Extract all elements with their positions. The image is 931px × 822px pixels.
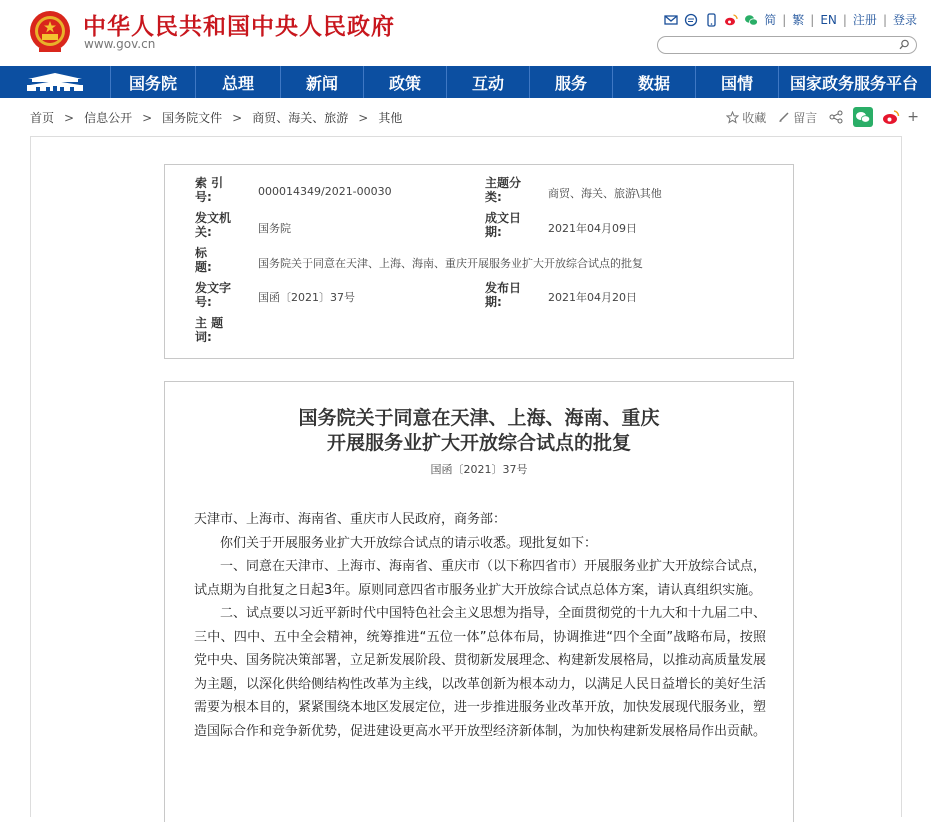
document-number: 国函〔2021〕37号 xyxy=(430,463,528,476)
plus-icon[interactable]: + xyxy=(907,109,919,125)
search-input[interactable] xyxy=(666,41,905,57)
paragraph-3: 二、试点要以习近平新时代中国特色社会主义思想为指导，全面贯彻党的十九大和十九届二中、三中、四中、五中全会精神，统筹推进“五位一体”总体布局，协调推进“四个全面”战略布局，按照党中央、国务院决策部署，立足新发展阶段、贯彻新发展理念、构建新发展格局，以推动高质量发展为主题，以深化供给侧结构性改革为主线，以改革创新为根本动力，以满足人民日益增长的美好生活需要为根本目的，紧紧围绕本地区发展定位，进一步推进服务业改革开放，加快发展现代服务业，塑造国际合作和竞争新优势，促进建设更高水平开放型经济新体制，为加快构建新发展格局作出贡献。 xyxy=(194,606,767,739)
utility-bar xyxy=(664,11,917,28)
divider: | xyxy=(782,12,787,27)
breadcrumb-state-council-docs[interactable]: 国务院文件 xyxy=(162,111,223,125)
chevron-right-icon: > xyxy=(358,110,369,125)
search-box xyxy=(657,36,917,54)
nav-item-policy[interactable]: 政策 xyxy=(363,66,446,98)
comment-button[interactable] xyxy=(778,109,817,126)
document-body xyxy=(194,508,766,743)
site-title[interactable]: 中华人民共和国中央人民政府 xyxy=(83,14,395,40)
breadcrumb-other[interactable]: 其他 xyxy=(378,111,403,125)
document-metadata-table xyxy=(164,164,794,359)
nav-home[interactable] xyxy=(0,66,110,98)
chevron-right-icon: > xyxy=(64,110,75,125)
divider: | xyxy=(810,12,815,27)
document-panel xyxy=(164,381,794,822)
message-icon[interactable] xyxy=(684,13,698,27)
star-icon xyxy=(726,111,739,124)
doc-number-value: 国函〔2021〕37号 xyxy=(258,291,355,304)
document-title-line-1: 国务院关于同意在天津、上海、海南、重庆 xyxy=(298,407,660,429)
wechat-icon xyxy=(855,110,871,124)
topic-value: 商贸、海关、旅游\其他 xyxy=(548,187,662,200)
nav-list xyxy=(110,66,929,98)
salutation: 天津市、上海市、海南省、重庆市人民政府，商务部： xyxy=(194,512,507,527)
publish-date-label: 发布日期: xyxy=(485,281,522,309)
lang-english[interactable]: EN xyxy=(820,12,837,27)
share-icon[interactable] xyxy=(829,110,843,124)
document-title-line-2: 开展服务业扩大开放综合试点的批复 xyxy=(326,432,631,454)
breadcrumb-home[interactable]: 首页 xyxy=(30,111,55,125)
share-weibo-button[interactable] xyxy=(881,107,901,127)
favorite-button[interactable] xyxy=(726,109,766,126)
publish-date-value: 2021年04月20日 xyxy=(548,291,637,304)
chevron-right-icon: > xyxy=(142,110,153,125)
site-url: www.gov.cn xyxy=(84,37,156,51)
keywords-label: 主 题 词: xyxy=(195,316,224,344)
issuer-label: 发文机关: xyxy=(195,211,232,239)
document-title xyxy=(165,406,793,456)
wechat-icon[interactable] xyxy=(744,13,758,27)
nav-item-interaction[interactable]: 互动 xyxy=(446,66,529,98)
title-label: 标 题: xyxy=(195,246,232,274)
lang-simplified[interactable]: 简 xyxy=(764,13,777,27)
divider: | xyxy=(842,12,847,27)
nav-item-data[interactable]: 数据 xyxy=(612,66,695,98)
tiananmen-icon xyxy=(22,71,88,93)
breadcrumb xyxy=(30,109,402,126)
nav-item-service-platform[interactable]: 国家政务服务平台 xyxy=(778,66,929,98)
page-tools xyxy=(726,107,919,127)
site-header xyxy=(0,0,931,66)
share-wechat-button[interactable] xyxy=(853,107,873,127)
nav-item-premier[interactable]: 总理 xyxy=(195,66,280,98)
favorite-label: 收藏 xyxy=(742,110,767,125)
nav-item-state-council[interactable]: 国务院 xyxy=(110,66,195,98)
breadcrumb-trade-customs-tourism[interactable]: 商贸、海关、旅游 xyxy=(252,111,349,125)
index-label: 索 引 号: xyxy=(195,176,224,204)
paragraph-1: 你们关于开展服务业扩大开放综合试点的请示收悉。现批复如下： xyxy=(220,535,598,551)
breadcrumb-bar xyxy=(0,98,931,136)
divider: | xyxy=(882,12,887,27)
date-written-label: 成文日期: xyxy=(485,211,522,239)
topic-label: 主题分类: xyxy=(485,176,522,204)
comment-label: 留言 xyxy=(793,110,818,125)
register-link[interactable]: 注册 xyxy=(852,13,877,27)
mobile-icon[interactable] xyxy=(704,13,718,27)
national-emblem-icon[interactable] xyxy=(29,10,71,54)
title-value: 国务院关于同意在天津、上海、海南、重庆开展服务业扩大开放综合试点的批复 xyxy=(258,257,643,270)
chevron-right-icon: > xyxy=(232,110,243,125)
index-value: 000014349/2021-00030 xyxy=(258,185,392,198)
lang-traditional[interactable]: 繁 xyxy=(792,13,805,27)
search-icon[interactable] xyxy=(899,39,910,50)
date-written-value: 2021年04月09日 xyxy=(548,222,637,235)
nav-item-news[interactable]: 新闻 xyxy=(280,66,363,98)
breadcrumb-info-disclosure[interactable]: 信息公开 xyxy=(84,111,133,125)
pencil-icon xyxy=(778,111,790,123)
nav-item-national-info[interactable]: 国情 xyxy=(695,66,778,98)
nav-item-services[interactable]: 服务 xyxy=(529,66,612,98)
doc-number-label: 发文字号: xyxy=(195,281,232,309)
issuer-value: 国务院 xyxy=(258,222,291,235)
mail-icon[interactable] xyxy=(664,13,678,27)
main-nav xyxy=(0,66,931,98)
paragraph-2: 一、同意在天津市、上海市、海南省、重庆市（以下称四省市）开展服务业扩大开放综合试点，试点期为自批复之日起3年。原则同意四省市服务业扩大开放综合试点总体方案，请认真组织实施。 xyxy=(194,559,767,598)
weibo-icon[interactable] xyxy=(724,13,738,27)
login-link[interactable]: 登录 xyxy=(892,13,917,27)
weibo-icon xyxy=(882,109,900,125)
